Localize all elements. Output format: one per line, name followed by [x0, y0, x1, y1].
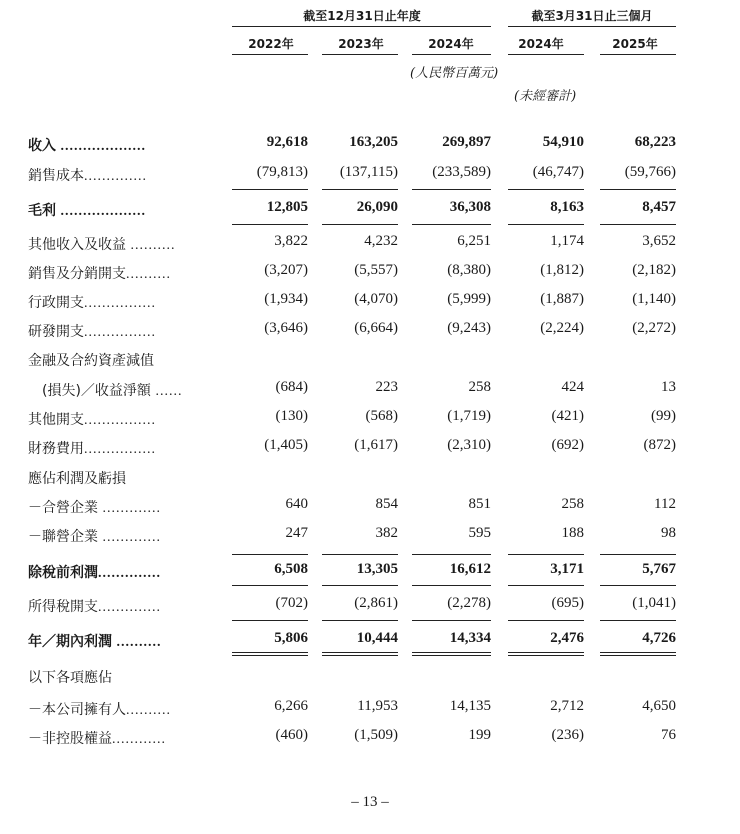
year-header-5: 2025年 — [612, 37, 658, 51]
table-cell: (99) — [651, 408, 676, 424]
table-cell: (692) — [551, 437, 584, 453]
row-leader-dots: .......... — [126, 267, 171, 282]
table-cell: 269,897 — [442, 134, 491, 150]
table-cell: (137,115) — [339, 164, 398, 180]
column-rule — [322, 224, 398, 225]
table-cell: (695) — [551, 595, 584, 611]
table-cell: (4,070) — [354, 291, 398, 307]
row-label-text: 行政開支 — [28, 295, 84, 311]
table-cell: (5,999) — [447, 291, 491, 307]
row-label-text: 研發開支 — [28, 324, 84, 340]
column-rule — [232, 189, 308, 190]
table-cell: (1,140) — [632, 291, 676, 307]
table-cell: (2,278) — [447, 595, 491, 611]
row-label-text: 銷售及分銷開支 — [28, 266, 126, 282]
column-rule — [508, 189, 584, 190]
table-cell: 3,652 — [642, 233, 676, 249]
row-label-text: 除稅前利潤 — [28, 565, 98, 581]
row-label — [28, 135, 146, 155]
table-cell: 5,806 — [274, 630, 308, 646]
row-label — [28, 321, 156, 341]
year-rule-4 — [508, 54, 584, 55]
table-cell: (568) — [365, 408, 398, 424]
table-cell: (2,861) — [354, 595, 398, 611]
table-cell: 5,767 — [642, 561, 676, 577]
row-label — [28, 165, 147, 185]
table-cell: 16,612 — [449, 561, 491, 577]
table-cell: (1,934) — [264, 291, 308, 307]
row-label — [28, 380, 182, 400]
column-double-rule — [322, 652, 398, 653]
table-cell: 258 — [468, 379, 491, 395]
row-leader-dots: .............. — [98, 566, 161, 581]
table-cell: 640 — [285, 496, 308, 512]
table-cell: 6,266 — [274, 698, 308, 714]
row-label — [28, 263, 171, 283]
table-cell: (46,747) — [532, 164, 584, 180]
row-leader-dots: ................... — [56, 139, 146, 154]
table-cell: (1,041) — [632, 595, 676, 611]
table-cell: 8,457 — [642, 199, 676, 215]
column-rule — [232, 585, 308, 586]
column-rule — [508, 224, 584, 225]
table-cell: 8,163 — [550, 199, 584, 215]
row-label-text: 所得稅開支 — [28, 599, 98, 615]
row-label — [28, 438, 156, 458]
column-double-rule — [232, 655, 308, 656]
table-cell: 3,822 — [274, 233, 308, 249]
row-label — [28, 728, 166, 748]
table-cell: 163,205 — [349, 134, 398, 150]
row-label — [28, 409, 156, 429]
column-rule — [600, 189, 676, 190]
table-cell: 10,444 — [356, 630, 398, 646]
column-double-rule — [600, 652, 676, 653]
year-rule-5 — [600, 54, 676, 55]
row-label — [28, 562, 161, 582]
table-cell: (421) — [551, 408, 584, 424]
table-cell: (130) — [275, 408, 308, 424]
table-cell: (79,813) — [256, 164, 308, 180]
row-leader-dots: ................ — [84, 325, 156, 340]
table-cell: (460) — [275, 727, 308, 743]
column-double-rule — [322, 655, 398, 656]
table-cell: (1,812) — [540, 262, 584, 278]
table-cell: (3,207) — [264, 262, 308, 278]
table-cell: (2,182) — [632, 262, 676, 278]
table-cell: 14,334 — [449, 630, 491, 646]
column-double-rule — [412, 655, 491, 656]
row-leader-dots: .......... — [126, 703, 171, 718]
row-label — [28, 667, 112, 687]
table-cell: 12,805 — [266, 199, 308, 215]
table-cell: 92,618 — [266, 134, 308, 150]
column-rule — [412, 189, 491, 190]
column-rule — [232, 224, 308, 225]
table-cell: 13,305 — [356, 561, 398, 577]
row-label — [28, 699, 171, 719]
table-cell: (6,664) — [354, 320, 398, 336]
row-label — [28, 596, 161, 616]
row-label — [28, 200, 146, 220]
row-label-text: 銷售成本 — [28, 168, 84, 184]
row-label-text: －非控股權益 — [28, 731, 112, 747]
table-cell: (59,766) — [624, 164, 676, 180]
table-cell: 76 — [661, 727, 676, 743]
table-cell: 4,726 — [642, 630, 676, 646]
table-cell: 68,223 — [634, 134, 676, 150]
column-rule — [232, 620, 308, 621]
row-label-text: 金融及合約資產減值 — [28, 353, 154, 369]
year-rule-2 — [322, 54, 398, 55]
year-header-2: 2023年 — [338, 37, 384, 51]
table-cell: 1,174 — [550, 233, 584, 249]
row-leader-dots: ................ — [84, 413, 156, 428]
table-cell: 36,308 — [449, 199, 491, 215]
table-cell: (1,887) — [540, 291, 584, 307]
column-rule — [322, 585, 398, 586]
table-cell: 6,508 — [274, 561, 308, 577]
column-rule — [600, 585, 676, 586]
row-label-text: (損失)／收益淨額 — [28, 383, 151, 399]
column-rule — [508, 554, 584, 555]
column-rule — [508, 585, 584, 586]
table-cell: (1,617) — [354, 437, 398, 453]
row-leader-dots: ............ — [112, 732, 166, 747]
table-cell: (2,272) — [632, 320, 676, 336]
column-double-rule — [412, 652, 491, 653]
column-rule — [412, 554, 491, 555]
column-double-rule — [600, 655, 676, 656]
table-cell: 595 — [468, 525, 491, 541]
row-label — [28, 497, 161, 517]
table-cell: 223 — [375, 379, 398, 395]
table-cell: 26,090 — [356, 199, 398, 215]
column-rule — [412, 224, 491, 225]
column-rule — [508, 620, 584, 621]
table-cell: (2,310) — [447, 437, 491, 453]
table-cell: (9,243) — [447, 320, 491, 336]
header-group-annual: 截至12月31日止年度 — [303, 9, 421, 23]
column-rule — [232, 554, 308, 555]
column-double-rule — [508, 652, 584, 653]
row-label — [28, 350, 154, 370]
table-cell: 188 — [561, 525, 584, 541]
year-header-3: 2024年 — [428, 37, 474, 51]
table-cell: (8,380) — [447, 262, 491, 278]
table-cell: 199 — [468, 727, 491, 743]
table-cell: 98 — [661, 525, 676, 541]
table-cell: 854 — [375, 496, 398, 512]
table-cell: (1,719) — [447, 408, 491, 424]
table-cell: (872) — [643, 437, 676, 453]
table-cell: (233,589) — [432, 164, 491, 180]
table-cell: 2,712 — [550, 698, 584, 714]
row-label-text: 應佔利潤及虧損 — [28, 471, 126, 487]
table-cell: 851 — [468, 496, 491, 512]
year-header-1: 2022年 — [248, 37, 294, 51]
column-double-rule — [232, 652, 308, 653]
unaudited-note: (未經審計) — [514, 89, 577, 104]
table-cell: (702) — [275, 595, 308, 611]
header-rule-quarter — [508, 26, 676, 27]
row-label-text: 以下各項應佔 — [28, 670, 112, 686]
row-label-text: 其他開支 — [28, 412, 84, 428]
column-double-rule — [508, 655, 584, 656]
column-rule — [322, 554, 398, 555]
table-cell: 11,953 — [357, 698, 398, 714]
table-cell: 6,251 — [457, 233, 491, 249]
row-label-text: 收入 — [28, 138, 56, 154]
row-label — [28, 292, 156, 312]
row-label-text: －合營企業 — [28, 500, 98, 516]
column-rule — [600, 224, 676, 225]
table-cell: 2,476 — [550, 630, 584, 646]
table-cell: 247 — [285, 525, 308, 541]
row-label-text: 其他收入及收益 — [28, 237, 126, 253]
table-cell: 54,910 — [542, 134, 584, 150]
table-cell: (236) — [551, 727, 584, 743]
table-cell: 14,135 — [449, 698, 491, 714]
row-label — [28, 234, 176, 254]
table-cell: (1,509) — [354, 727, 398, 743]
table-cell: 258 — [561, 496, 584, 512]
row-label-text: 年／期內利潤 — [28, 634, 112, 650]
page-number: – 13 – — [351, 794, 389, 810]
row-leader-dots: .......... — [126, 238, 176, 253]
row-leader-dots: ................ — [84, 296, 156, 311]
table-cell: 3,171 — [550, 561, 584, 577]
table-cell: 382 — [375, 525, 398, 541]
table-cell: 4,650 — [642, 698, 676, 714]
column-rule — [412, 620, 491, 621]
header-rule-annual — [232, 26, 491, 27]
column-rule — [600, 620, 676, 621]
column-rule — [322, 189, 398, 190]
table-cell: (2,224) — [540, 320, 584, 336]
row-leader-dots: ............. — [98, 501, 161, 516]
year-rule-1 — [232, 54, 308, 55]
row-leader-dots: .............. — [84, 169, 147, 184]
table-cell: 112 — [654, 496, 676, 512]
table-cell: (1,405) — [264, 437, 308, 453]
row-label — [28, 631, 162, 651]
row-label — [28, 468, 126, 488]
column-rule — [600, 554, 676, 555]
table-cell: (5,557) — [354, 262, 398, 278]
row-leader-dots: ...... — [150, 384, 183, 399]
column-rule — [412, 585, 491, 586]
table-cell: 424 — [561, 379, 584, 395]
row-leader-dots: ............. — [98, 530, 161, 545]
row-label — [28, 526, 161, 546]
row-label-text: －本公司擁有人 — [28, 702, 126, 718]
row-leader-dots: .............. — [98, 600, 161, 615]
header-group-quarter: 截至3月31日止三個月 — [531, 9, 653, 23]
column-rule — [322, 620, 398, 621]
table-cell: 13 — [661, 379, 676, 395]
row-leader-dots: .......... — [112, 635, 162, 650]
table-cell: (3,646) — [264, 320, 308, 336]
row-leader-dots: ................ — [84, 442, 156, 457]
unit-note: (人民幣百萬元) — [410, 66, 499, 81]
year-header-4: 2024年 — [518, 37, 564, 51]
row-label-text: 毛利 — [28, 203, 56, 219]
table-cell: (684) — [275, 379, 308, 395]
year-rule-3 — [412, 54, 491, 55]
table-cell: 4,232 — [364, 233, 398, 249]
row-leader-dots: ................... — [56, 204, 146, 219]
row-label-text: 財務費用 — [28, 441, 84, 457]
row-label-text: －聯營企業 — [28, 529, 98, 545]
